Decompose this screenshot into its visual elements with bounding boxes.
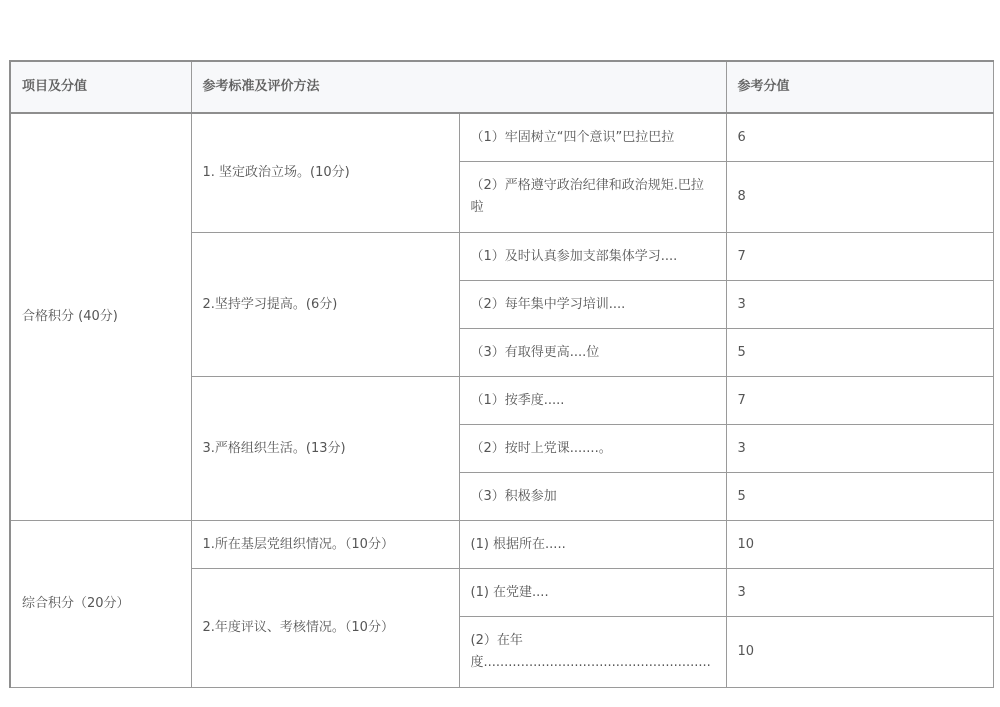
standard-cell: 2.坚持学习提高。(6分) (191, 233, 459, 377)
method-cell: （2）每年集中学习培训.... (459, 281, 726, 329)
score-cell: 10 (726, 617, 993, 688)
method-cell: （2）严格遵守政治纪律和政治规矩.巴拉啦 (459, 162, 726, 233)
scoring-table (9, 60, 994, 688)
method-cell: （2）按时上党课.......。 (459, 425, 726, 473)
table-row (10, 521, 993, 569)
category-cell: 合格积分 (40分) (10, 113, 191, 521)
header-category: 项目及分值 (10, 61, 191, 113)
scoring-table-container (9, 60, 1000, 707)
score-cell: 5 (726, 473, 993, 521)
standard-cell: 3.严格组织生活。(13分) (191, 377, 459, 521)
score-cell: 7 (726, 233, 993, 281)
method-cell: （1）牢固树立“四个意识”巴拉巴拉 (459, 113, 726, 162)
score-cell: 3 (726, 569, 993, 617)
standard-cell: 1. 坚定政治立场。(10分) (191, 113, 459, 233)
standard-cell: 2.年度评议、考核情况。（10分） (191, 569, 459, 688)
method-cell: （1）及时认真参加支部集体学习.... (459, 233, 726, 281)
score-cell: 6 (726, 113, 993, 162)
score-cell: 8 (726, 162, 993, 233)
method-cell: （3）积极参加 (459, 473, 726, 521)
method-cell: (1) 在党建.... (459, 569, 726, 617)
method-cell: (2）在年度....................................................... (459, 617, 726, 688)
method-cell: (1) 根据所在..... (459, 521, 726, 569)
table-header-row (10, 61, 993, 113)
header-score: 参考分值 (726, 61, 993, 113)
method-cell: （3）有取得更高....位 (459, 329, 726, 377)
table-row (10, 113, 993, 162)
method-cell: （1）按季度..... (459, 377, 726, 425)
score-cell: 3 (726, 281, 993, 329)
score-cell: 10 (726, 521, 993, 569)
score-cell: 7 (726, 377, 993, 425)
score-cell: 5 (726, 329, 993, 377)
score-cell: 3 (726, 425, 993, 473)
standard-cell: 1.所在基层党组织情况。（10分） (191, 521, 459, 569)
header-standard: 参考标准及评价方法 (191, 61, 726, 113)
category-cell: 综合积分（20分） (10, 521, 191, 688)
